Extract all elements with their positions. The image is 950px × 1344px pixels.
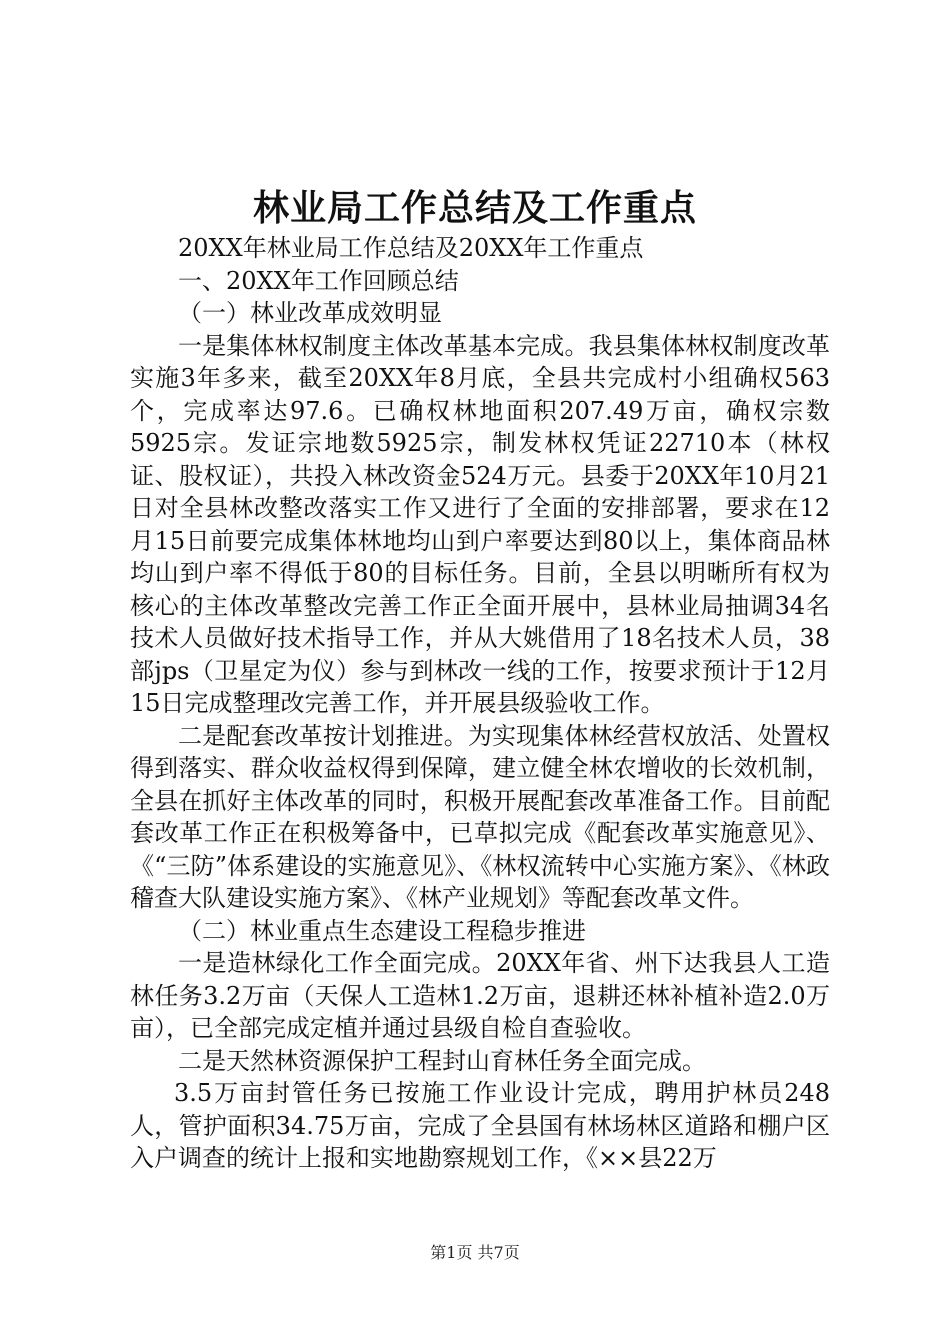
subsection-heading: （一）林业改革成效明显 (178, 299, 442, 327)
paragraph: 一是集体林权制度主体改革基本完成。我县集体林权制度改革实施3年多来，截至20XX年8月底，全县共完成村小组确权563个，完成率达97.6。已确权林地面积207.49万亩，确权宗数5925宗。发证宗地数5925宗，制发林权凭证22710本（林权证、股权证），共投入林改资金524万元。县委于20XX年10月21日对全县林改整改落实工作又进行了全面的安排部署，要求在12月15日前要完成集体林地均山到户率要达到80以上，集体商品林均山到户率不得低于80的目标任务。目前，全县以明晰所有权为核心的主体改革整改完善工作正全面开展中，县林业局抽调34名技术人员做好技术指导工作，并从大姚借用了18名技术人员，38部jps（卫星定为仪）参与到林改一线的工作，按要求预计于12月15日完成整理改完善工作，并开展县级验收工作。 (130, 331, 830, 717)
paragraph: 3.5万亩封管任务已按施工作业设计完成，聘用护林员248人，管护面积34.75万亩，完成了全县国有林场林区道路和棚户区入户调查的统计上报和实地勘察规划工作，《××县22万 (130, 1079, 830, 1172)
paragraph: 二是天然林资源保护工程封山育林任务全面完成。 (178, 1046, 706, 1075)
paragraph-subtitle: 20XX年林业局工作总结及20XX年工作重点 (178, 234, 644, 262)
document-title: 林业局工作总结及工作重点 (252, 187, 697, 229)
paragraph: 一是造林绿化工作全面完成。20XX年省、州下达我县人工造林任务3.2万亩（天保人工造林1.2万亩，退耕还林补植补造2.0万亩），已全部完成定植并通过县级自检自查验收。 (130, 949, 830, 1042)
page-footer: 第1页 共7页 (430, 1243, 520, 1262)
paragraph: 二是配套改革按计划推进。为实现集体林经营权放活、处置权得到落实、群众收益权得到保障，建立健全林农增收的长效机制，全县在抓好主体改革的同时，积极开展配套改革准备工作。目前配套改革工作正在积极筹备中，已草拟完成《配套改革实施意见》、《“三防”体系建设的实施意见》、《林权流转中心实施方案》、《林政稽查大队建设实施方案》、《林产业规划》等配套改革文件。 (130, 721, 830, 912)
section-heading: 一、20XX年工作回顾总结 (178, 266, 459, 295)
subsection-heading: （二）林业重点生态建设工程稳步推进 (178, 916, 586, 945)
document-body (130, 232, 830, 1175)
